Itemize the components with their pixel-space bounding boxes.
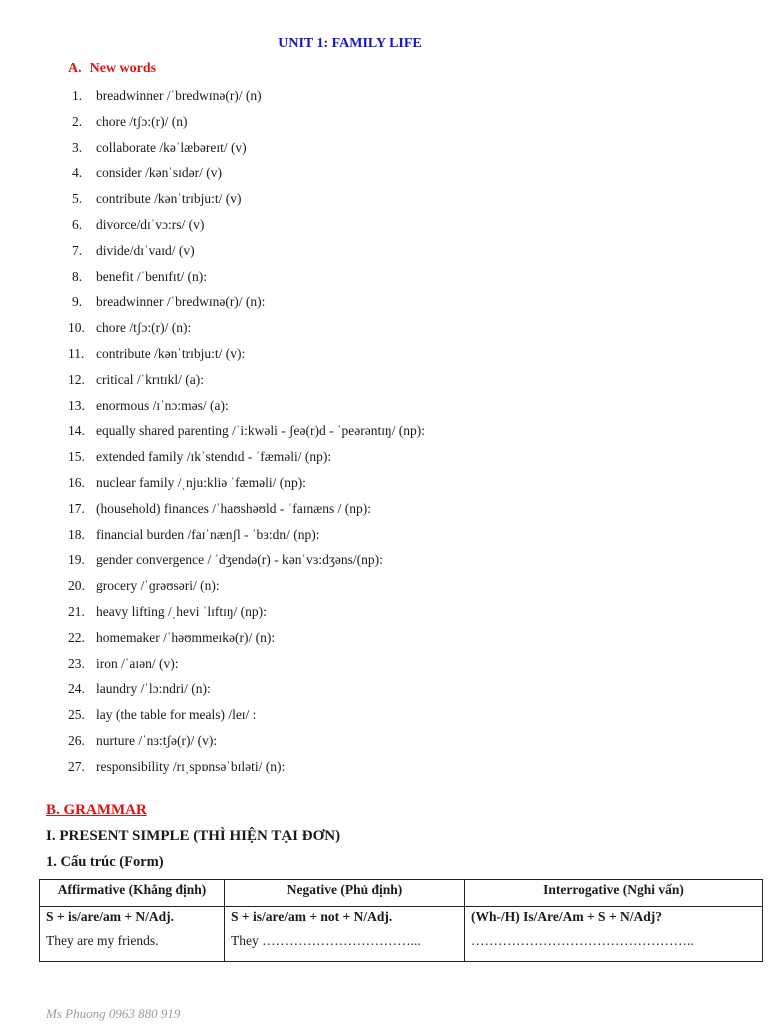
- section-a-letter: A.: [68, 61, 82, 76]
- vocabulary-number: 26.: [68, 732, 85, 748]
- vocabulary-number: 25.: [68, 707, 85, 723]
- vocabulary-number: 11.: [68, 345, 85, 361]
- vocabulary-number: 5.: [72, 191, 83, 207]
- vocabulary-number: 7.: [72, 242, 83, 258]
- vocabulary-text: divorce/dɪˈvɔ:rs/ (v): [96, 216, 205, 232]
- table-rule-row: [40, 907, 763, 932]
- vocabulary-text: lay (the table for meals) /leɪ/ :: [96, 707, 257, 723]
- rule-affirmative: S + is/are/am + N/Adj.: [40, 907, 225, 932]
- vocabulary-text: financial burden /faɪˈnænʃl - ˈbɜ:dn/ (np):: [96, 526, 320, 542]
- vocabulary-number: 15.: [68, 449, 85, 465]
- vocabulary-number: 14.: [68, 423, 85, 439]
- vocabulary-number: 4.: [72, 165, 83, 181]
- vocabulary-text: homemaker /ˈhəʊmmeɪkə(r)/ (n):: [96, 629, 276, 645]
- vocabulary-text: breadwinner /ˈbredwɪnə(r)/ (n): [96, 88, 262, 103]
- vocabulary-text: heavy lifting /ˌhevi ˈlɪftɪŋ/ (np):: [96, 603, 267, 619]
- header-interrogative: Interrogative (Nghi vấn): [465, 880, 763, 907]
- vocabulary-number: 19.: [68, 552, 85, 568]
- vocabulary-text: consider /kənˈsɪdər/ (v): [96, 165, 222, 181]
- vocabulary-number: 12.: [68, 371, 85, 387]
- header-negative: Negative (Phủ định): [225, 880, 465, 907]
- table-header-row: [40, 880, 763, 907]
- vocabulary-text: chore /tʃɔ:(r)/ (n):: [96, 320, 192, 336]
- vocabulary-number: 6.: [72, 216, 83, 232]
- vocabulary-number: 18.: [68, 526, 85, 542]
- section-a-label: New words: [89, 61, 157, 76]
- vocabulary-text: enormous /ɪˈnɔ:məs/ (a):: [96, 397, 229, 413]
- vocabulary-text: grocery /ˈɡrəʊsəri/ (n):: [96, 578, 220, 594]
- example-interrogative: …………………………………………..: [465, 931, 763, 962]
- header-affirmative: Affirmative (Khẳng định): [40, 880, 225, 907]
- section-b-heading: B. GRAMMAR: [46, 802, 147, 818]
- example-affirmative: They are my friends.: [40, 931, 225, 962]
- vocabulary-number: 13.: [68, 397, 85, 413]
- vocabulary-text: critical /ˈkrɪtɪkl/ (a):: [96, 371, 204, 387]
- vocabulary-number: 23.: [68, 655, 85, 671]
- vocabulary-number: 27.: [68, 758, 85, 774]
- vocabulary-text: benefit /ˈbenɪfɪt/ (n):: [96, 268, 207, 284]
- vocabulary-number: 16.: [68, 474, 85, 490]
- vocabulary-text: contribute /kənˈtrɪbju:t/ (v):: [96, 345, 246, 361]
- vocabulary-number: 8.: [72, 268, 83, 284]
- vocabulary-text: nurture /ˈnɜ:tʃə(r)/ (v):: [96, 732, 218, 748]
- vocabulary-text: iron /ˈaɪən/ (v):: [96, 655, 179, 671]
- example-negative: They ……………………………...: [225, 931, 465, 962]
- vocabulary-number: 2.: [72, 113, 83, 129]
- vocabulary-text: equally shared parenting /ˈi:kwəli - ʃeə(r)d - ˈpeərəntɪŋ/ (np):: [96, 423, 426, 439]
- vocabulary-number: 22.: [68, 629, 85, 645]
- vocabulary-number: 17.: [68, 500, 85, 516]
- vocabulary-text: divide/dɪˈvaɪd/ (v): [96, 242, 195, 258]
- vocabulary-text: breadwinner /ˈbredwɪnə(r)/ (n):: [96, 294, 266, 310]
- grammar-table: [39, 879, 763, 962]
- rule-negative: S + is/are/am + not + N/Adj.: [225, 907, 465, 932]
- rule-interrogative: (Wh-/H) Is/Are/Am + S + N/Adj?: [465, 907, 763, 932]
- vocabulary-text: laundry /ˈlɔ:ndri/ (n):: [96, 681, 211, 697]
- vocabulary-number: 3.: [72, 139, 83, 155]
- vocabulary-text: (household) finances /ˈhaʊshəʊld - ˈfaɪnæns / (np):: [96, 500, 371, 516]
- vocabulary-text: extended family /ɪkˈstendɪd - ˈfæməli/ (np):: [96, 449, 332, 465]
- table-example-row: [40, 931, 763, 962]
- vocabulary-number: 1.: [72, 88, 83, 103]
- vocabulary-number: 10.: [68, 320, 85, 336]
- vocabulary-text: responsibility /rɪˌspɒnsəˈbɪləti/ (n):: [96, 758, 286, 774]
- page-title: UNIT 1: FAMILY LIFE: [278, 36, 422, 51]
- vocabulary-number: 24.: [68, 681, 85, 697]
- vocabulary-text: gender convergence / ˈdʒendə(r) - kənˈvɜ:dʒəns/(np):: [96, 552, 383, 568]
- vocabulary-number: 9.: [72, 294, 83, 310]
- grammar-title: I. PRESENT SIMPLE (THÌ HIỆN TẠI ĐƠN): [46, 828, 341, 844]
- vocabulary-text: chore /tʃɔ:(r)/ (n): [96, 113, 188, 129]
- form-title: 1. Cấu trúc (Form): [46, 854, 164, 870]
- footer-contact: Ms Phuong 0963 880 919: [46, 1006, 181, 1021]
- vocabulary-number: 20.: [68, 578, 85, 594]
- section-a-heading: [68, 61, 156, 77]
- vocabulary-text: contribute /kənˈtrɪbju:t/ (v): [96, 191, 242, 207]
- vocabulary-text: nuclear family /ˌnju:kliə ˈfæməli/ (np):: [96, 474, 306, 490]
- vocabulary-number: 21.: [68, 603, 85, 619]
- vocabulary-text: collaborate /kəˈlæbəreɪt/ (v): [96, 139, 247, 155]
